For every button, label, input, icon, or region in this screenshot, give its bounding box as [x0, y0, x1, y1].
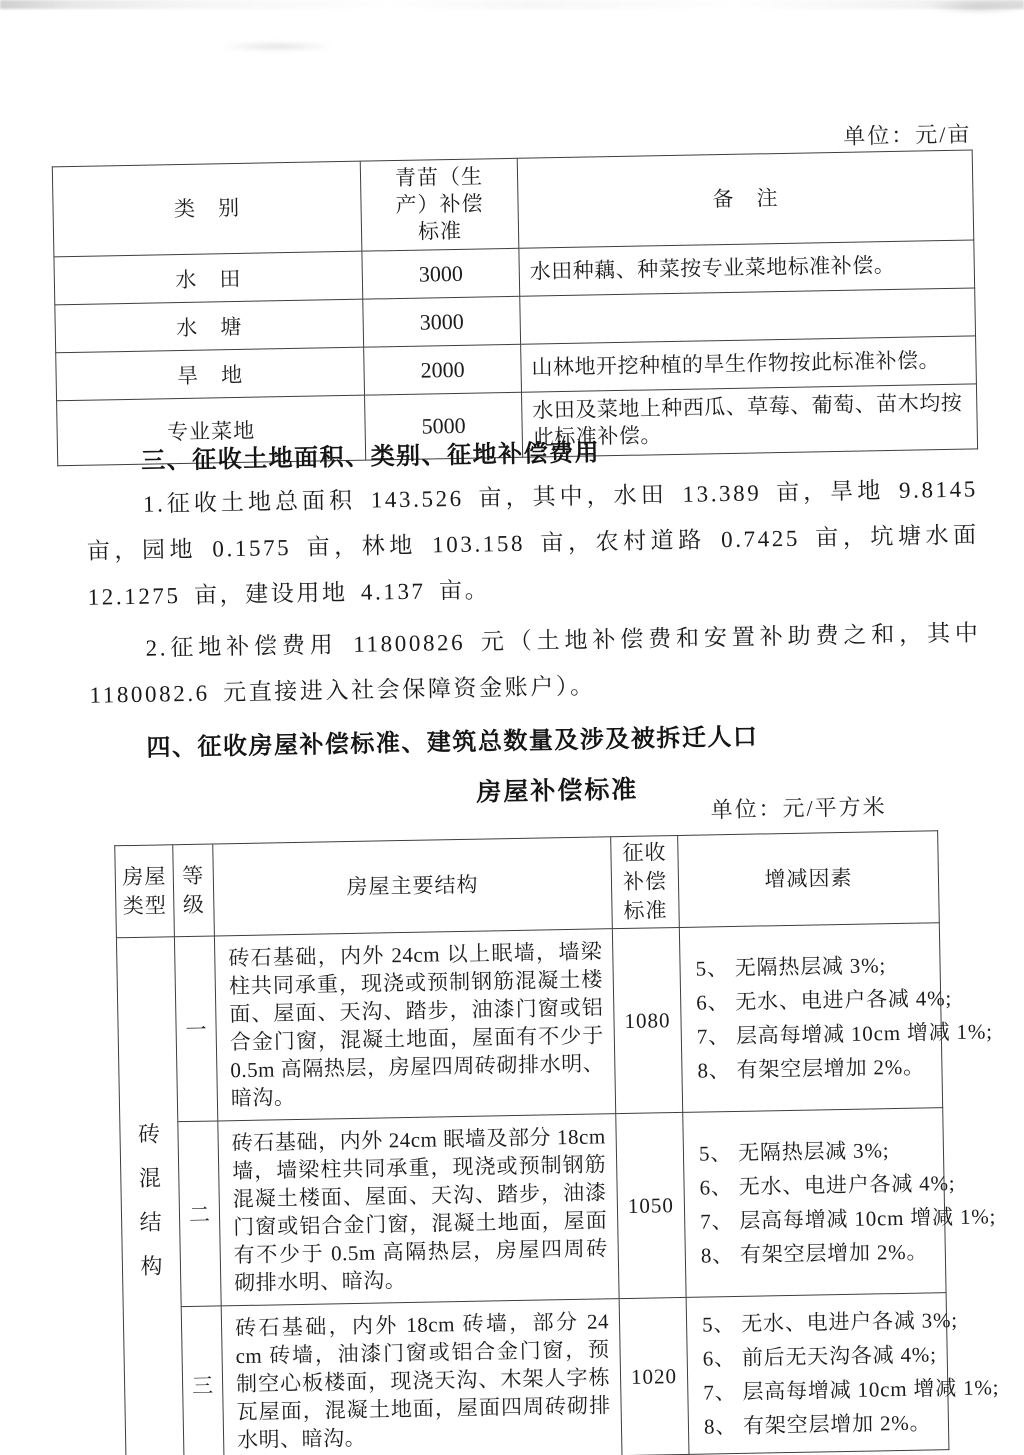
header-standard: 青苗（生产）补偿标准 — [360, 158, 519, 251]
header-remark: 备 注 — [517, 150, 974, 248]
cell-standard: 1080 — [612, 927, 682, 1113]
table-row — [123, 1293, 949, 1455]
factor-item: 5、 无隔热层减 3%; — [695, 953, 887, 981]
factor-item: 8、 有架空层增加 2%。 — [700, 1239, 929, 1268]
factor-item: 7、 层高每增减 10cm 增减 1%; — [700, 1204, 997, 1234]
paragraph-land-area: 1.征收土地总面积 143.526 亩，其中，水田 13.389 亩，旱地 9.8145 亩，园地 0.1575 亩，林地 103.158 亩，农村道路 0.7425 亩，坑塘水面 12.1275 亩，建设用地 4.137 亩。 — [86, 476, 979, 610]
unit-label-yuan-per-sqm: 单位：元/平方米 — [710, 794, 887, 823]
cell-category: 旱 地 — [56, 347, 365, 401]
cell-structure: 砖石基础，内外 24cm 眠墙及部分 18cm 墙，墙梁柱共同承重，现浇或预制钢筋混凝土楼面、屋面、天沟、踏步，油漆门窗或铝合金门窗，混凝土地面，屋面有不少于 0.5m 高隔热层，房屋四周砖砌排水明、暗沟。 — [218, 1114, 619, 1306]
cell-category: 水 田 — [54, 251, 363, 305]
cell-grade: 三 — [181, 1306, 224, 1455]
cell-house-type — [116, 937, 184, 1455]
house-standard-subheading: 房屋补偿标准 — [476, 776, 639, 807]
cell-remark: 山林地开挖种植的旱生作物按此标准补偿。 — [521, 336, 977, 392]
cell-structure: 砖石基础，内外 18cm 砖墙，部分 24 cm 砖墙，油漆门窗或铝合金门窗，预制空心板楼面，现浇天沟、木架人字栋瓦屋面，混凝土地面，屋面四周砖砌排水明、暗沟。 — [221, 1299, 622, 1455]
section-4-heading: 四、征收房屋补偿标准、建筑总数量及涉及被拆迁人口 — [146, 724, 759, 762]
header-grade: 等级 — [173, 844, 215, 937]
factor-item: 8、 有架空层增加 2%。 — [697, 1054, 926, 1083]
table-row — [120, 1108, 946, 1308]
unit-label-yuan-per-mu: 单位：元/亩 — [843, 121, 972, 149]
cell-grade: 二 — [178, 1121, 221, 1307]
header-standard: 征收补偿标准 — [611, 835, 680, 928]
cell-factors — [683, 1108, 997, 1298]
crop-compensation-table — [52, 149, 978, 466]
cell-standard: 5000 — [365, 392, 523, 460]
house-type-label: 砖混结构 — [137, 1121, 163, 1279]
factor-item: 7、 层高每增减 10cm 增减 1%; — [703, 1375, 1000, 1405]
cell-remark: 水田种藕、种菜按专业菜地标准补偿。 — [519, 240, 975, 296]
table-header-row — [52, 150, 973, 257]
factor-item: 5、 无隔热层减 3%; — [698, 1138, 890, 1166]
cell-remark: 水田及菜地上种西瓜、草莓、葡萄、苗木均按此标准补偿。 — [521, 384, 977, 457]
factor-item: 6、 无水、电进户各减 4%; — [695, 985, 953, 1015]
cell-factors — [679, 923, 993, 1113]
factor-item: 5、 无水、电进户各减 3%; — [701, 1307, 959, 1337]
paragraph-compensation-cost: 2.征地补偿费用 11800826 元（土地补偿费和安置补助费之和，其中 1180082.6 元直接进入社会保障资金账户）。 — [89, 620, 981, 708]
factor-item: 8、 有架空层增加 2%。 — [703, 1410, 932, 1439]
cell-standard: 1050 — [616, 1112, 686, 1298]
factor-item: 6、 前后无天沟各减 4%; — [702, 1342, 937, 1371]
cell-category: 专业菜地 — [57, 395, 366, 466]
cell-standard: 3000 — [363, 296, 521, 347]
cell-structure: 砖石基础，内外 24cm 以上眠墙，墙梁柱共同承重，现浇或预制钢筋混凝土楼面、屋面、天沟、踏步，油漆门窗或铝合金门窗，混凝土地面，屋面有不少于 0.5m 高隔热层，房屋四周砖砌排水明、暗沟。 — [214, 929, 615, 1121]
cell-grade: 一 — [174, 936, 217, 1122]
factor-item: 6、 无水、电进户各减 4%; — [699, 1170, 956, 1200]
header-factors: 增减因素 — [678, 831, 940, 928]
body-text — [85, 425, 984, 815]
header-category: 类 别 — [52, 161, 362, 257]
section-3-heading: 三、征收土地面积、类别、征地补偿费用 — [140, 440, 601, 475]
header-structure: 房屋主要结构 — [213, 837, 613, 936]
cell-standard: 1020 — [619, 1297, 689, 1455]
cell-remark — [520, 288, 976, 344]
factor-item: 7、 层高每增减 10cm 增减 1%; — [696, 1019, 993, 1049]
cell-standard: 3000 — [362, 248, 520, 299]
cell-category: 水 塘 — [55, 299, 364, 353]
header-house-type: 房屋类型 — [115, 845, 175, 938]
cell-factors — [686, 1293, 1000, 1455]
house-compensation-table — [114, 830, 1000, 1455]
table-row — [116, 923, 942, 1123]
cell-standard: 2000 — [364, 344, 522, 395]
table-header-row — [115, 831, 940, 938]
